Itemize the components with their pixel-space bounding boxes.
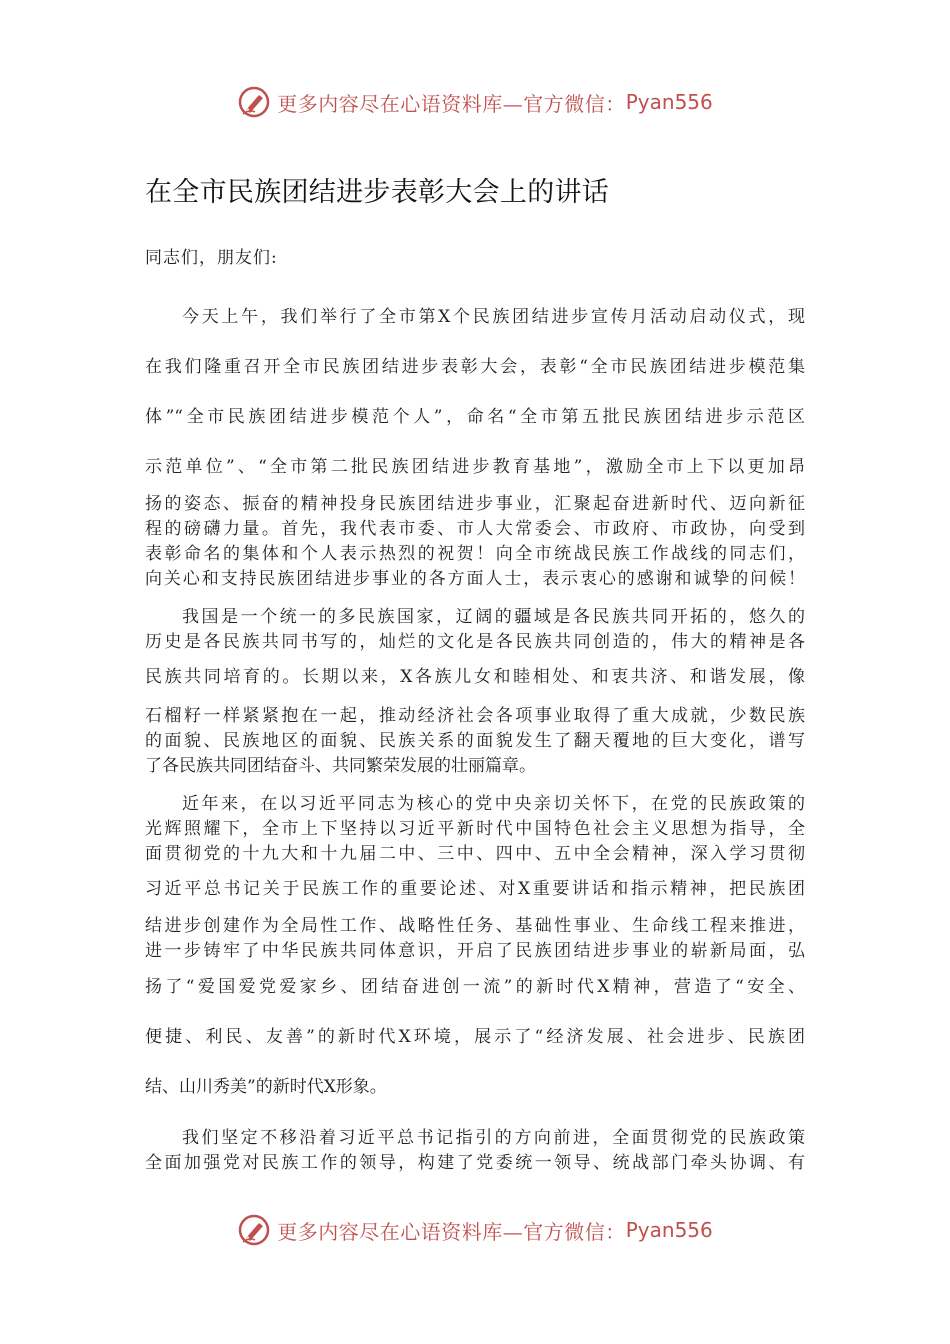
wechat-id: Pyan556 — [625, 90, 713, 114]
body-line: 的面貌、民族地区的面貌、民族关系的面貌发生了翻天覆地的巨大变化，谱写 — [145, 731, 805, 751]
body-line: 向关心和支持民族团结进步事业的各方面人士，表示衷心的感谢和诚挚的问候！ — [145, 569, 805, 589]
body-line: 石榴籽一样紧紧抱在一起，推动经济社会各项事业取得了重大成就，少数民族 — [145, 706, 805, 726]
body-line: 表彰命名的集体和个人表示热烈的祝贺！向全市统战民族工作战线的同志们， — [145, 544, 805, 564]
body-line: 我们坚定不移沿着习近平总书记指引的方向前进，全面贯彻党的民族政策 — [182, 1128, 805, 1148]
salutation: 同志们，朋友们: — [145, 248, 278, 268]
body-line: 在我们隆重召开全市民族团结进步表彰大会，表彰“全市民族团结进步模范集 — [145, 357, 805, 377]
body-line: 光辉照耀下，全市上下坚持以习近平新时代中国特色社会主义思想为指导，全 — [145, 819, 805, 839]
pen-logo-icon — [237, 85, 271, 119]
body-line: 进一步铸牢了中华民族共同体意识，开启了民族团结进步事业的崭新局面，弘 — [145, 941, 805, 961]
body-line: 了各民族共同团结奋斗、共同繁荣发展的壮丽篇章。 — [145, 756, 536, 776]
body-line: 扬了“爱国爱党爱家乡、团结奋进创一流”的新时代X精神，营造了“安全、 — [145, 977, 805, 997]
body-line: 历史是各民族共同书写的，灿烂的文化是各民族共同创造的，伟大的精神是各 — [145, 632, 805, 652]
wechat-id: Pyan556 — [625, 1218, 713, 1242]
body-line: 体”“全市民族团结进步模范个人”，命名“全市第五批民族团结进步示范区 — [145, 407, 805, 427]
header-banner — [0, 82, 950, 122]
body-line: 结、山川秀美”的新时代X形象。 — [145, 1077, 387, 1097]
pen-logo-icon — [237, 1213, 271, 1247]
body-line: 全面加强党对民族工作的领导，构建了党委统一领导、统战部门牵头协调、有 — [145, 1153, 805, 1173]
body-line: 我国是一个统一的多民族国家，辽阔的疆域是各民族共同开拓的，悠久的 — [182, 607, 805, 627]
footer-banner — [0, 1210, 950, 1250]
banner-text: 更多内容尽在心语资料库—官方微信： — [277, 1219, 626, 1244]
body-line: 今天上午，我们举行了全市第X个民族团结进步宣传月活动启动仪式，现 — [182, 307, 805, 327]
body-line: 便捷、利民、友善”的新时代X环境，展示了“经济发展、社会进步、民族团 — [145, 1027, 805, 1047]
body-line: 示范单位”、“全市第二批民族团结进步教育基地”，激励全市上下以更加昂 — [145, 457, 805, 477]
banner-text: 更多内容尽在心语资料库—官方微信： — [277, 91, 626, 116]
body-line: 习近平总书记关于民族工作的重要论述、对X重要讲话和指示精神，把民族团 — [145, 879, 805, 899]
body-line: 民族共同培育的。长期以来，X各族儿女和睦相处、和衷共济、和谐发展，像 — [145, 667, 805, 687]
body-line: 结进步创建作为全局性工作、战略性任务、基础性事业、生命线工程来推进， — [145, 916, 805, 936]
body-line: 面贯彻党的十九大和十九届二中、三中、四中、五中全会精神，深入学习贯彻 — [145, 844, 805, 864]
body-line: 程的磅礴力量。首先，我代表市委、市人大常委会、市政府、市政协，向受到 — [145, 519, 805, 539]
document-title: 在全市民族团结进步表彰大会上的讲话 — [145, 177, 610, 208]
body-line: 扬的姿态、振奋的精神投身民族团结进步事业，汇聚起奋进新时代、迈向新征 — [145, 494, 805, 514]
body-line: 近年来，在以习近平同志为核心的党中央亲切关怀下，在党的民族政策的 — [182, 794, 805, 814]
